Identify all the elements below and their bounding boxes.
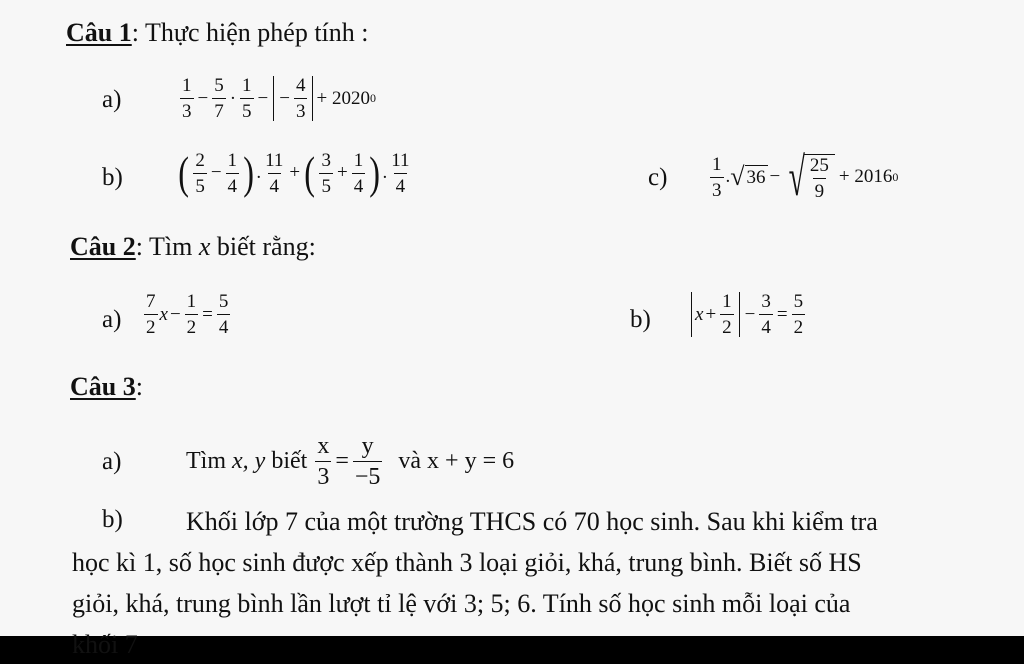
operator: = [776,303,788,325]
operator: − [197,87,209,109]
cau1-a-label: a) [102,86,122,113]
cau3-b-line3: giỏi, khá, trung bình lần lượt tỉ lệ với 3; 5; 6. Tính số học sinh mỗi loại của [72,589,851,618]
cau1-b-expression: ( $\frac{2}{5}$ − $\frac{1}{4}$ ) . $\frac{11}{4}$ + ( $\frac{3}{5}$ + $\frac{1}{4}$ ) . $\frac{11}{4}$ [178,147,410,198]
exponent: 0 [892,169,899,184]
operator: . [256,162,262,183]
cau2-a-label: a) [102,306,122,333]
operator: − [744,303,756,325]
square-root-fraction: √ $\frac{25}{9}$ [782,150,835,204]
fraction: $\frac{7}{2}$ [146,291,156,338]
operator: = [202,303,213,325]
cau2-title: Câu 2 [70,232,136,261]
cau3-title-rest: : [135,372,143,401]
text: và x + y = 6 [398,448,515,474]
cau3-a-expression [186,434,514,489]
cau2-title-end: biết rằng: [210,232,316,261]
variable: x [159,303,168,325]
cau1-b-label: b) [102,164,123,191]
operator: . [725,166,731,187]
operator: − [169,303,181,325]
cau2-a-expression [142,292,232,337]
fraction: $\frac{3}{5}$ [321,149,331,197]
absolute-value: x + $\frac{1}{2}$ [691,292,740,337]
operator: − [769,166,781,187]
cau1-heading [66,18,369,48]
fraction: $\frac{x}{3}$ [317,433,330,490]
operator: = [335,448,349,474]
operator: − [257,87,269,109]
cau3-heading [70,372,143,402]
cau1-title: Câu 1 [66,18,132,47]
operator: − [210,162,222,183]
cau2-heading [70,232,316,262]
operator: + [336,162,348,183]
cau3-b-line2: học kì 1, số học sinh được xếp thành 3 loại giỏi, khá, trung bình. Biết số HS [72,548,862,577]
fraction: $\frac{5}{2}$ [793,291,804,338]
absolute-value: − $\frac{4}{3}$ [273,76,313,121]
cau2-b-expression [688,292,807,337]
cau3-b-line4: khối 7 [72,630,138,659]
fraction: $\frac{1}{4}$ [353,149,364,197]
exponent: 0 [369,91,376,105]
operator: . [382,162,388,183]
fraction: $\frac{5}{7}$ [214,75,224,122]
square-root: √ 36 [730,162,766,191]
fraction: $\frac{5}{4}$ [218,291,229,338]
fraction: $\frac{11}{4}$ [391,149,410,197]
cau2-title-rest: : Tìm [135,232,199,261]
cau2-variable: x [198,232,211,261]
operator: + [289,162,301,183]
fraction: $\frac{11}{4}$ [265,149,284,197]
fraction: $\frac{3}{4}$ [761,291,771,338]
cau3-a-label: a) [102,448,122,475]
operator: · [229,87,237,109]
cau1-c-label: c) [648,164,668,191]
text: Tìm [186,448,232,474]
fraction: $\frac{1}{3}$ [182,75,192,122]
cau3-b-label: b) [102,506,123,533]
fraction: $\frac{y}{-5}$ [354,433,381,490]
fraction: $\frac{1}{5}$ [242,75,252,122]
fraction: $\frac{1}{3}$ [712,153,722,201]
cau1-c-expression [708,147,899,207]
fraction: $\frac{2}{5}$ [195,149,205,197]
fraction: $\frac{1}{4}$ [227,149,238,197]
cau1-title-rest: : Thực hiện phép tính : [131,18,369,47]
constant-term: + 2016 [838,166,893,187]
constant-term: + 2020 [316,87,370,109]
cau1-a-expression [178,76,376,121]
cau3-title: Câu 3 [70,372,136,401]
variables: x, y [232,448,266,474]
fraction: $\frac{1}{2}$ [186,291,197,338]
text: biết [265,448,308,474]
cau3-b-line1: Khối lớp 7 của một trường THCS có 70 học sinh. Sau khi kiểm tra [186,507,878,536]
cau2-b-label: b) [630,306,651,333]
